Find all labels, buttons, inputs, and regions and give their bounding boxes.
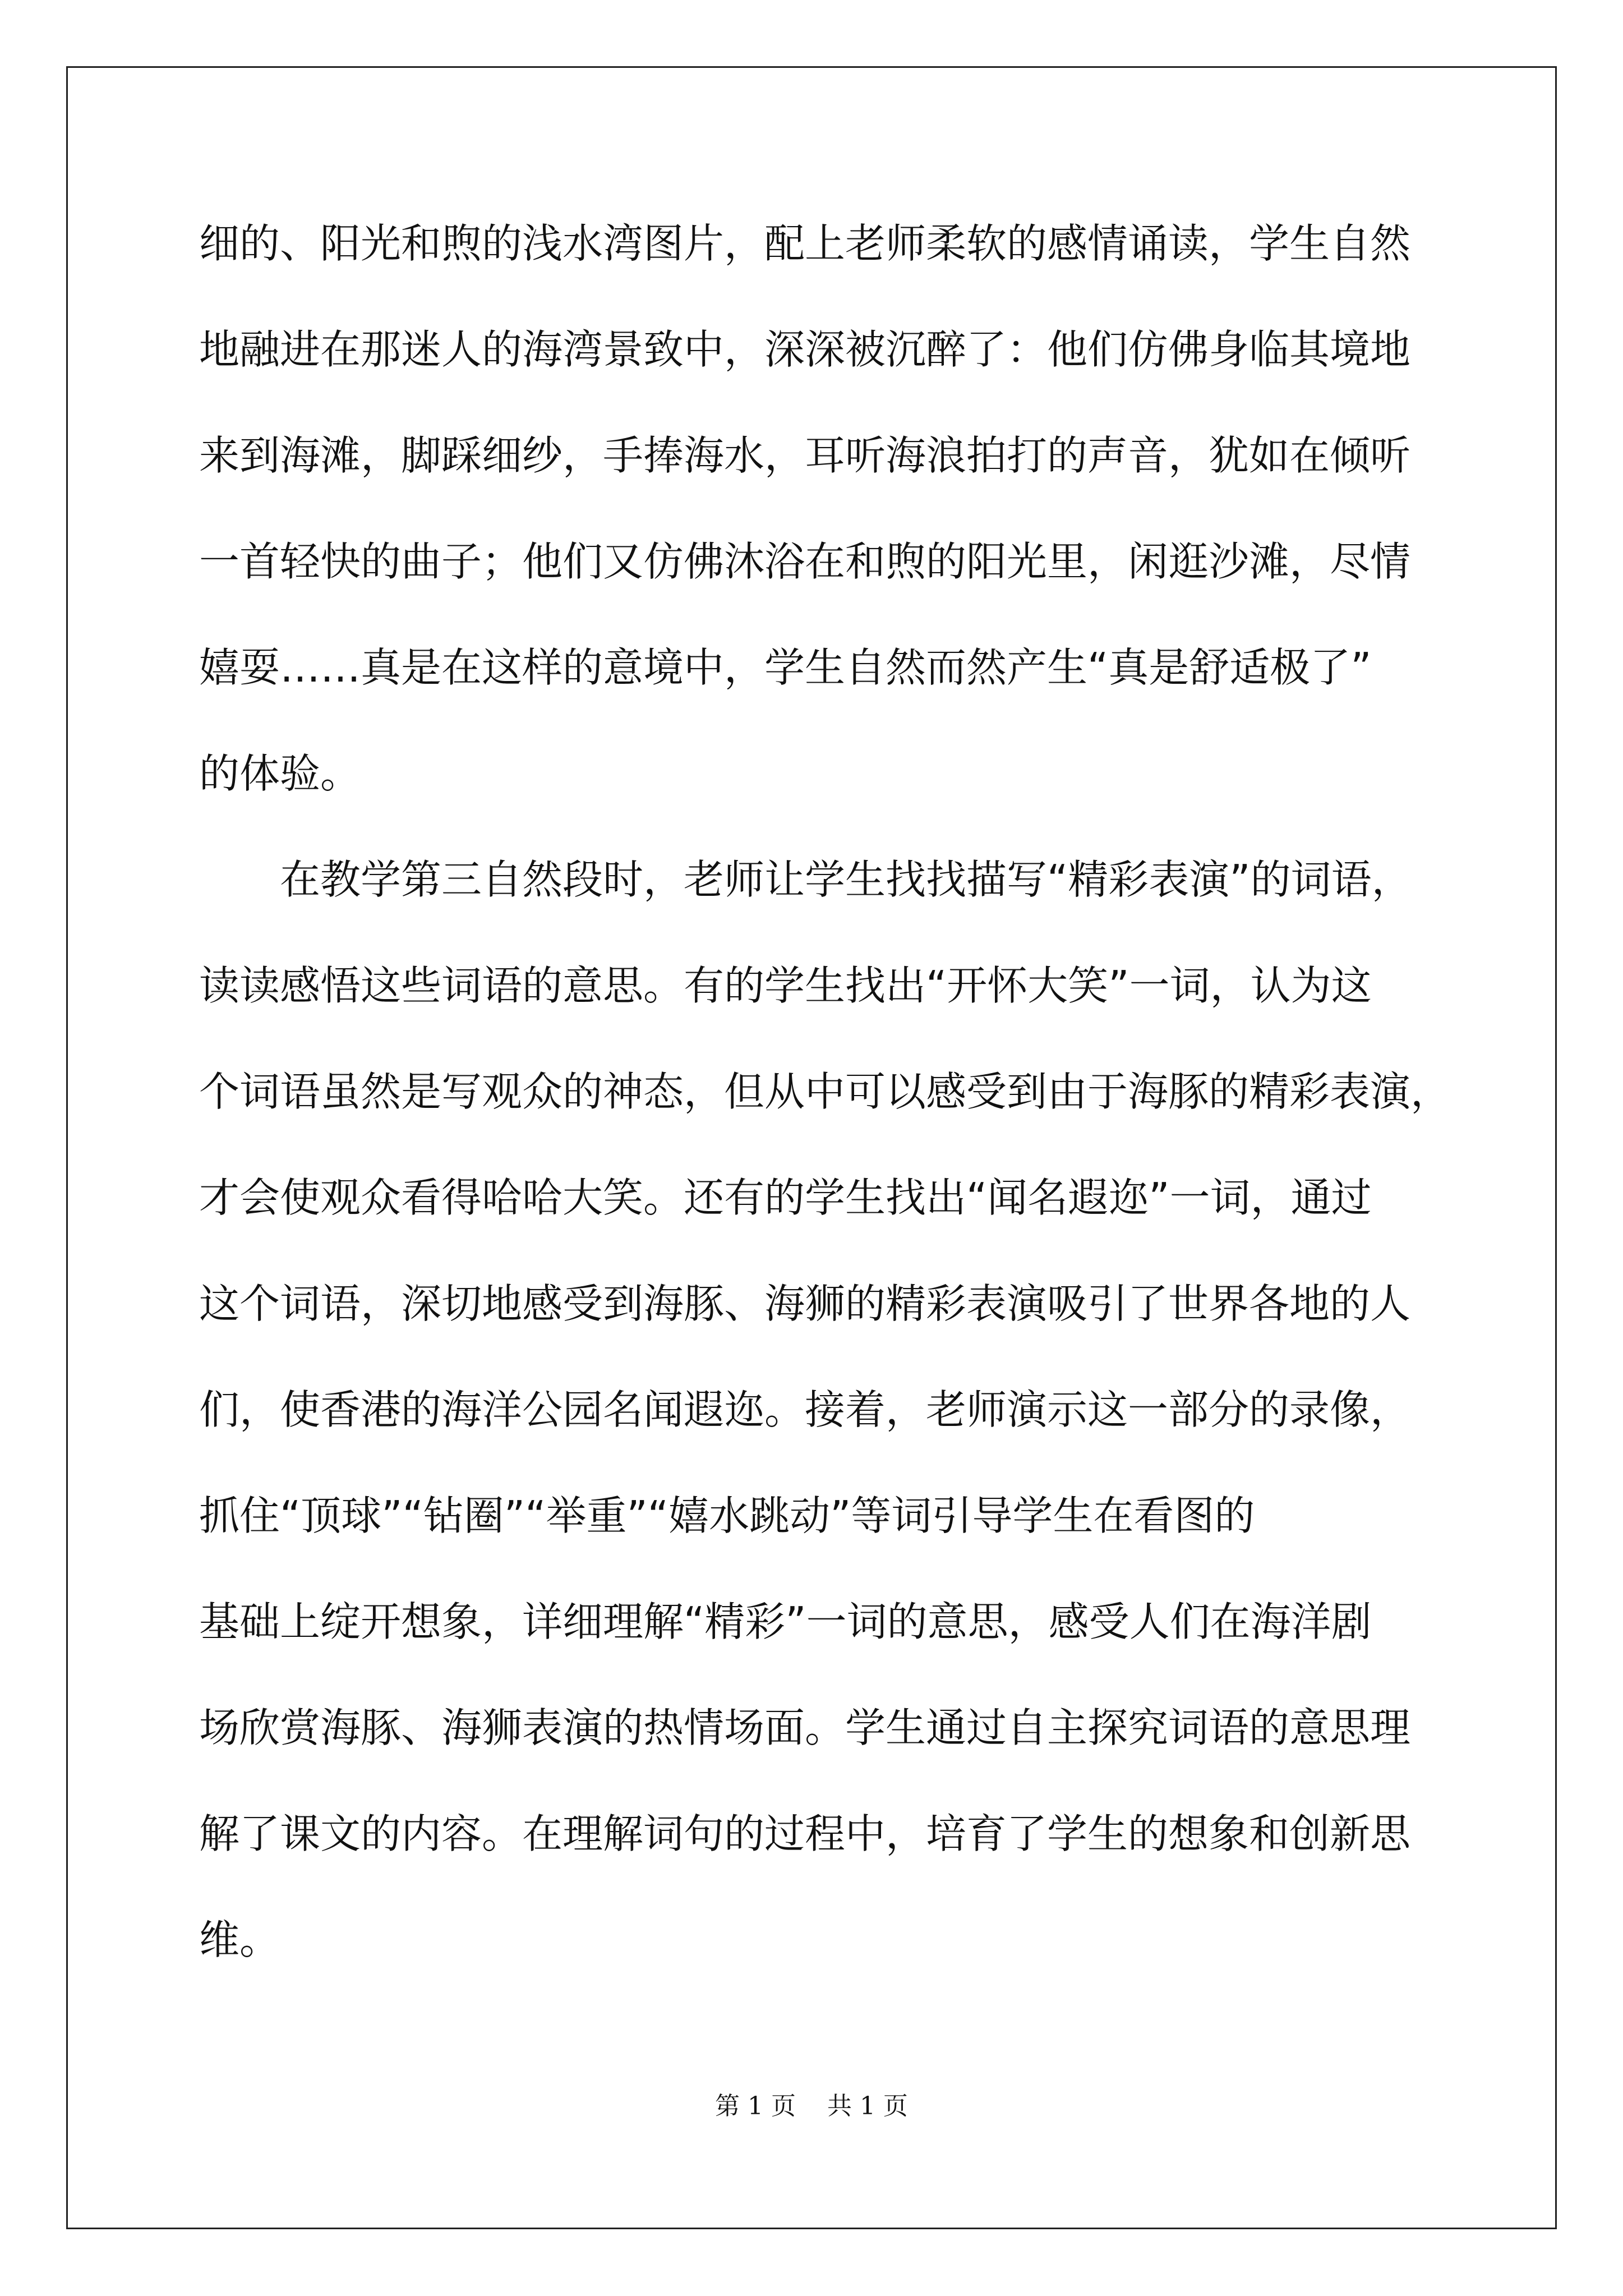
text-line: 个词语虽然是写观众的神态，但从中可以感受到由于海豚的精彩表演， <box>199 1068 1451 1115</box>
text-line: 们，使香港的海洋公园名闻遐迩。接着，老师演示这一部分的录像， <box>199 1386 1411 1433</box>
document-body <box>199 191 1450 1993</box>
text-line: 读读感悟这些词语的意思。有的学生找出“开怀大笑”一词，认为这 <box>199 962 1372 1009</box>
text-line: 这个词语，深切地感受到海豚、海狮的精彩表演吸引了世界各地的人 <box>199 1280 1411 1327</box>
text-line: 一首轻快的曲子；他们又仿佛沐浴在和煦的阳光里，闲逛沙滩，尽情 <box>199 538 1411 585</box>
text-line: 地融进在那迷人的海湾景致中，深深被沉醉了：他们仿佛身临其境地 <box>199 326 1411 373</box>
text-line: 基础上绽开想象，详细理解“精彩”一词的意思，感受人们在海洋剧 <box>199 1598 1372 1645</box>
page-footer <box>0 2086 1623 2122</box>
text-line: 细的、阳光和煦的浅水湾图片，配上老师柔软的感情诵读，学生自然 <box>199 220 1411 267</box>
text-line: 在教学第三自然段时，老师让学生找找描写“精彩表演”的词语， <box>199 856 1412 903</box>
text-line: 嬉耍……真是在这样的意境中，学生自然而然产生“真是舒适极了” <box>199 644 1372 691</box>
text-line: 解了课文的内容。在理解词句的过程中，培育了学生的想象和创新思 <box>199 1810 1411 1857</box>
text-line: 维。 <box>199 1916 280 1963</box>
page-number: 第 1 页 共 1 页 <box>715 2092 908 2120</box>
text-line: 的体验。 <box>199 750 361 797</box>
text-line: 才会使观众看得哈哈大笑。还有的学生找出“闻名遐迩”一词，通过 <box>199 1174 1372 1221</box>
text-line: 来到海滩，脚踩细纱，手捧海水，耳听海浪拍打的声音，犹如在倾听 <box>199 432 1411 479</box>
text-line: 场欣赏海豚、海狮表演的热情场面。学生通过自主探究词语的意思理 <box>199 1704 1411 1751</box>
text-line: 抓住“顶球”“钻圈”“举重”“嬉水跳动”等词引导学生在看图的 <box>199 1492 1255 1539</box>
